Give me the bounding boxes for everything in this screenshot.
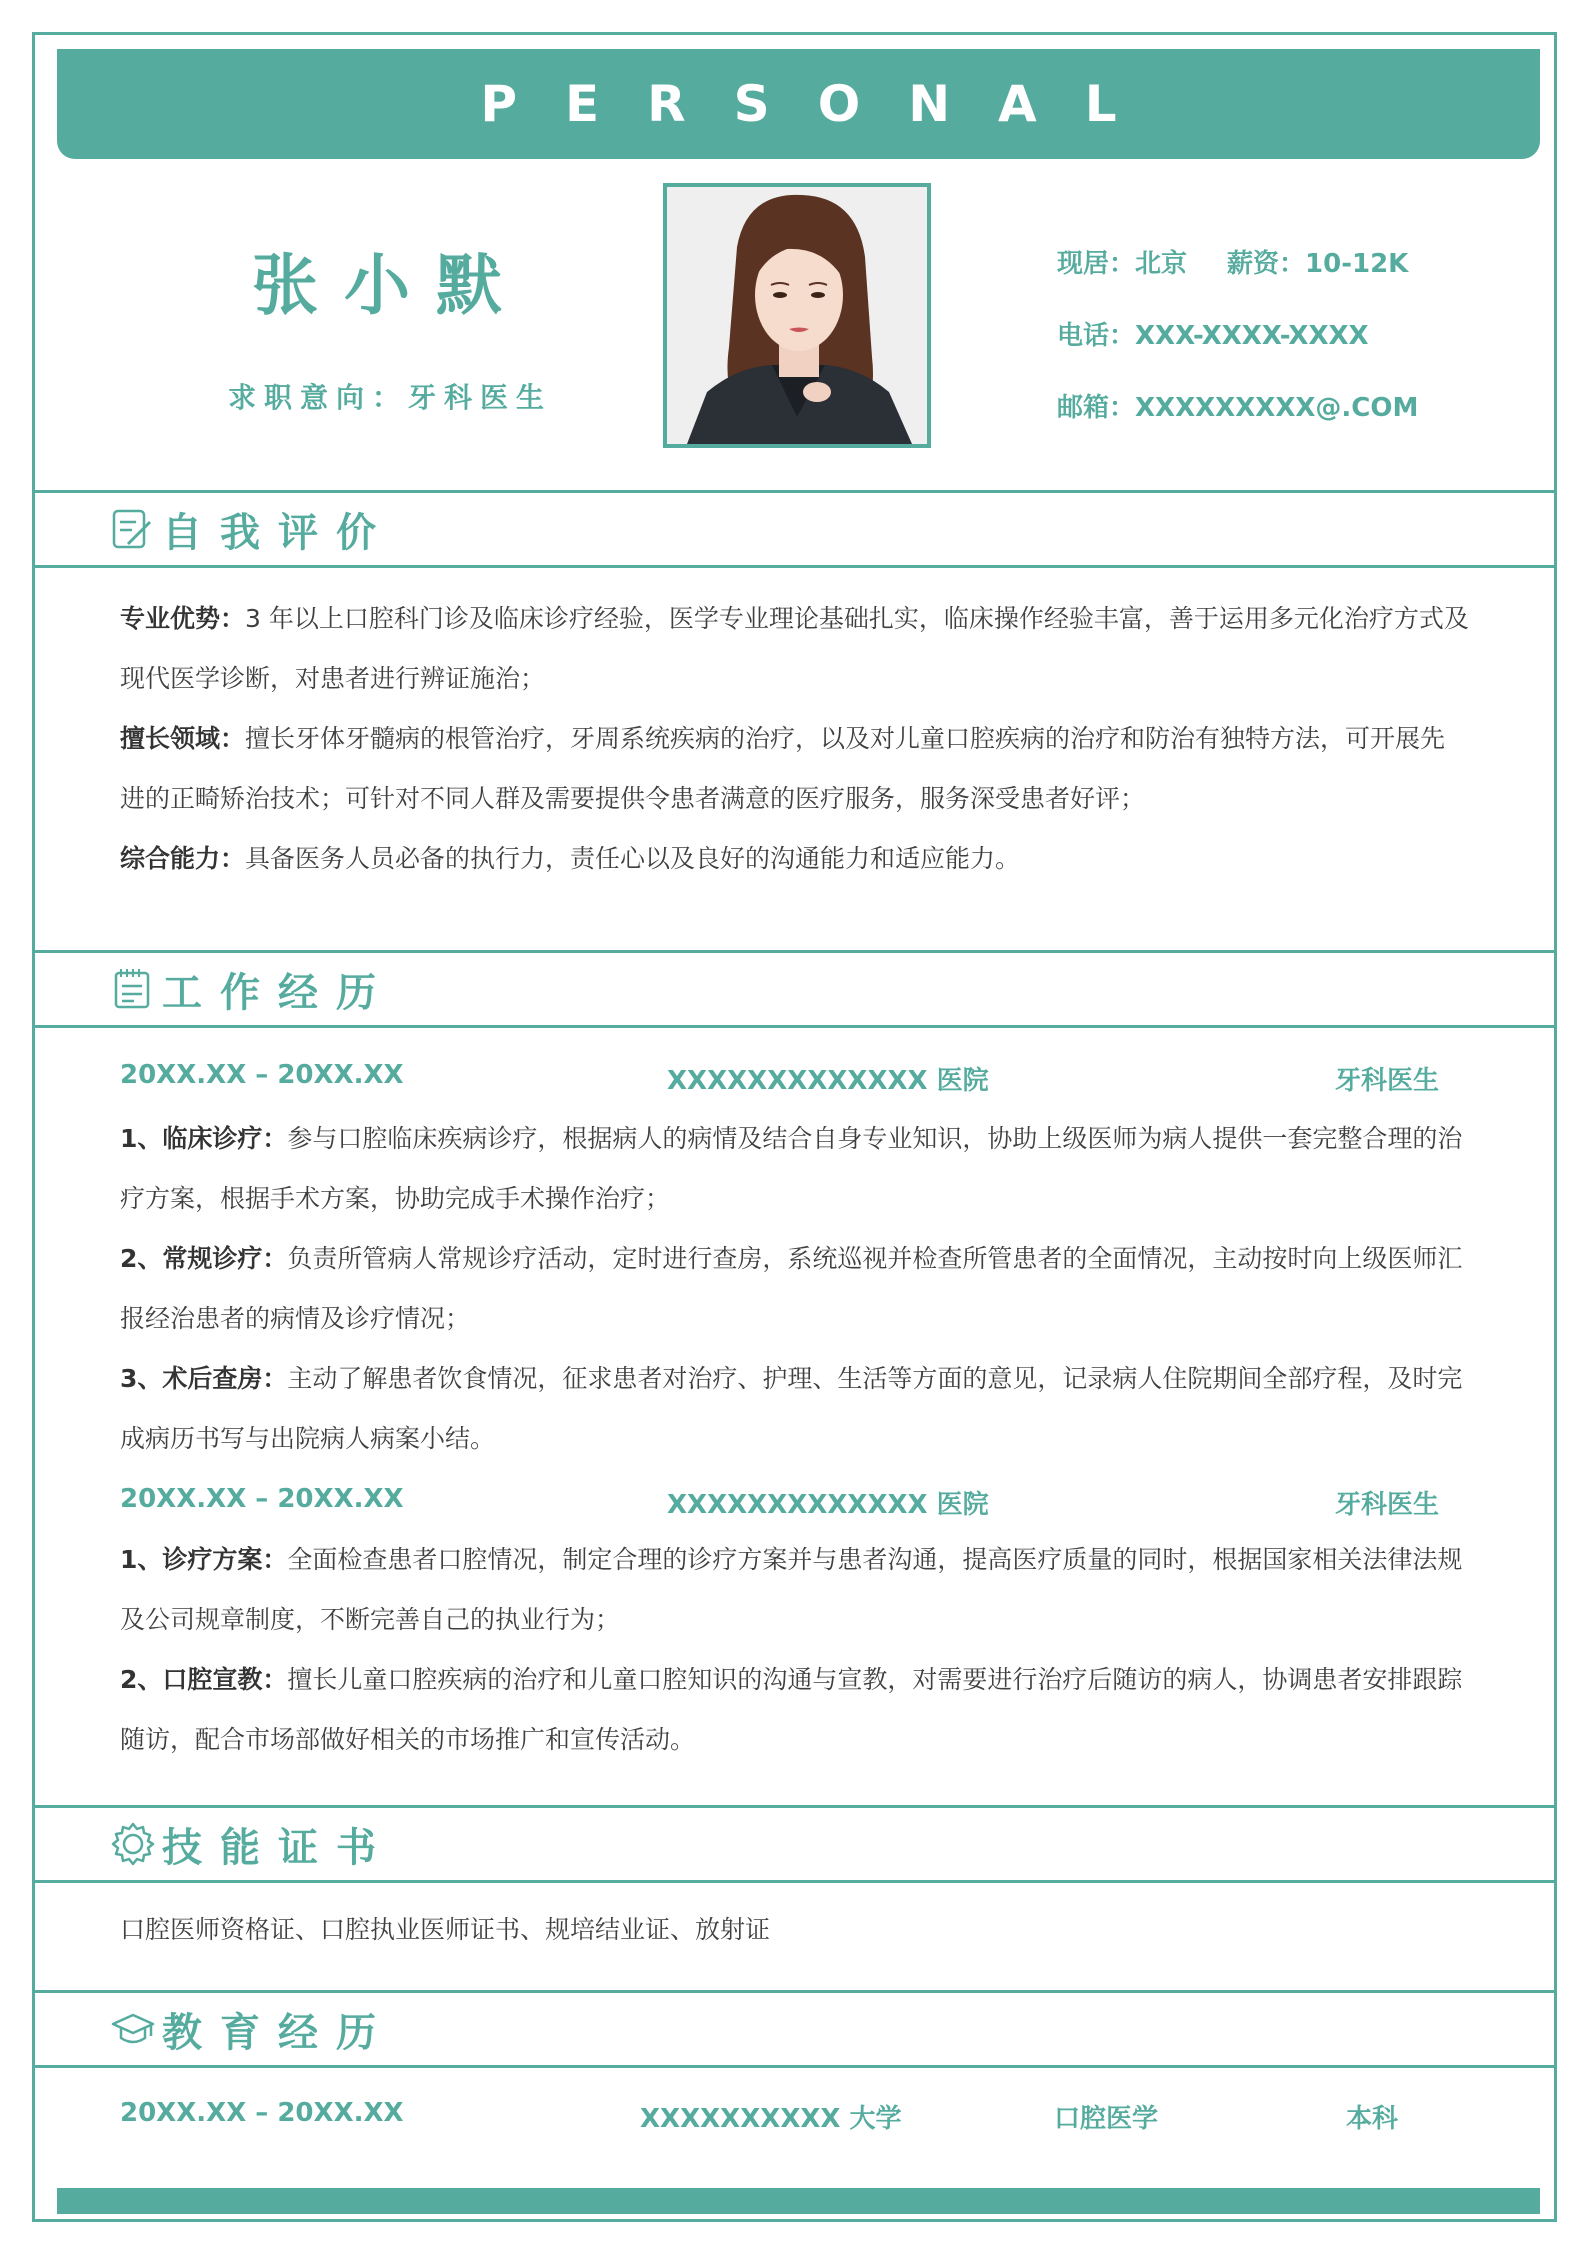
skills-list: 口腔医师资格证、口腔执业医师证书、规培结业证、放射证 [120, 1915, 771, 1944]
section-title: 教育经历 [162, 2009, 394, 2056]
self-item: 综合能力：具备医务人员必备的执行力，责任心以及良好的沟通能力和适应能力。 [120, 844, 1021, 873]
contact-line-location [1057, 243, 1408, 280]
graduation-cap-icon [110, 2006, 156, 2052]
self-evaluation-body [120, 589, 1470, 889]
duty-item: 2、常规诊疗：负责所管病人常规诊疗活动，定时进行查房，系统巡视并检查所管患者的全面情况，主动按时向上级医师汇报经治患者的病情及诊疗情况； [120, 1244, 1463, 1333]
section-title: 自我评价 [162, 509, 394, 556]
location: 现居：北京 [1057, 249, 1188, 279]
salary: 薪资：10-12K [1227, 249, 1409, 279]
job-period: 20XX.XX – 20XX.XX [120, 1484, 404, 1514]
portrait-illustration [667, 187, 927, 444]
job-org: XXXXXXXXXXXXX 医院 [667, 1066, 989, 1096]
section-education [32, 1990, 1557, 2068]
education-degree: 本科 [1346, 2104, 1399, 2134]
job-period: 20XX.XX – 20XX.XX [120, 1060, 404, 1090]
profile-photo [663, 183, 931, 448]
job-role: 牙科医生 [1335, 1490, 1440, 1520]
email: 邮箱：XXXXXXXXX@.COM [1057, 393, 1419, 423]
section-title: 工作经历 [162, 969, 394, 1016]
section-title: 技能证书 [162, 1824, 394, 1871]
job-intent: 求职意向：牙科医生 [227, 381, 552, 414]
gear-icon [110, 1821, 156, 1867]
duty-item: 2、口腔宣教：擅长儿童口腔疾病的治疗和儿童口腔知识的沟通与宣教，对需要进行治疗后随访的病人，协调患者安排跟踪随访，配合市场部做好相关的市场推广和宣传活动。 [120, 1665, 1463, 1754]
phone: 电话：XXX-XXXX-XXXX [1057, 321, 1369, 351]
duty-item: 1、诊疗方案：全面检查患者口腔情况，制定合理的诊疗方案并与患者沟通，提高医疗质量的同时，根据国家相关法律法规及公司规章制度，不断完善自己的执业行为； [120, 1545, 1463, 1634]
header-banner [57, 49, 1540, 159]
job-role: 牙科医生 [1335, 1066, 1440, 1096]
job-duties [120, 1530, 1470, 1770]
notepad-icon [110, 966, 156, 1012]
self-item: 专业优势：3 年以上口腔科门诊及临床诊疗经验，医学专业理论基础扎实，临床操作经验丰富，善于运用多元化治疗方式及现代医学诊断，对患者进行辨证施治； [120, 604, 1469, 693]
duty-item: 1、临床诊疗：参与口腔临床疾病诊疗，根据病人的病情及结合自身专业知识，协助上级医师为病人提供一套完整合理的治疗方案，根据手术方案，协助完成手术操作治疗； [120, 1124, 1463, 1213]
candidate-name: 张小默 [252, 247, 528, 324]
education-school: XXXXXXXXXX 大学 [640, 2104, 902, 2134]
banner-title: PERSONAL [480, 75, 1165, 133]
education-period: 20XX.XX – 20XX.XX [120, 2098, 404, 2128]
job-header [120, 1060, 1460, 1100]
duty-item: 3、术后查房：主动了解患者饮食情况，征求患者对治疗、护理、生活等方面的意见，记录病人住院期间全部疗程，及时完成病历书写与出院病人病案小结。 [120, 1364, 1463, 1453]
job-duties [120, 1109, 1470, 1469]
job-header [120, 1484, 1460, 1524]
education-row [120, 2098, 1460, 2138]
education-major: 口腔医学 [1054, 2104, 1159, 2134]
self-item: 擅长领域：擅长牙体牙髓病的根管治疗，牙周系统疾病的治疗，以及对儿童口腔疾病的治疗和防治有独特方法，可开展先进的正畸矫治技术；可针对不同人群及需要提供令患者满意的医疗服务，服务深受患者好评； [120, 724, 1446, 813]
section-skills [32, 1805, 1557, 1883]
section-work-experience [32, 950, 1557, 1028]
section-self-evaluation [32, 490, 1557, 568]
job-org: XXXXXXXXXXXXX 医院 [667, 1490, 989, 1520]
footer-bar [57, 2188, 1540, 2214]
edit-note-icon [110, 506, 156, 552]
